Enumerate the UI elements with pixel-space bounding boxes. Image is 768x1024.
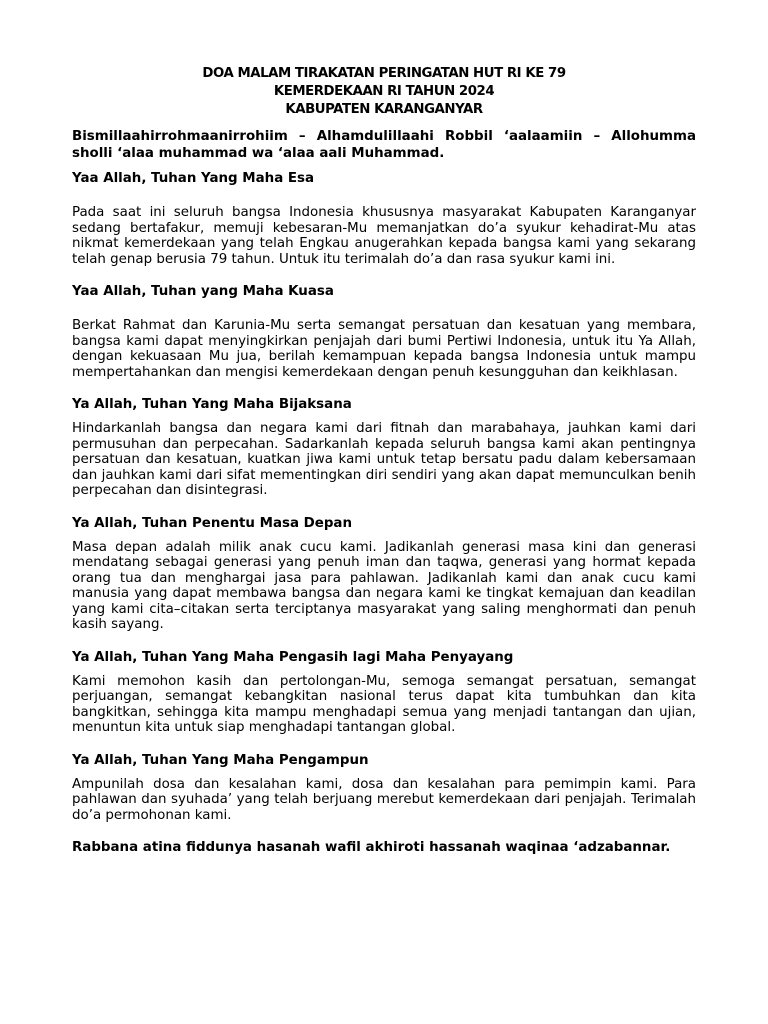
section-heading: Ya Allah, Tuhan Yang Maha Bijaksana (72, 397, 352, 412)
section-paragraph: Pada saat ini seluruh bangsa Indonesia khususnya masyarakat Kabupaten Karanganyar sedang bertafakur, memuji kebesaran-Mu memanjatkan do’a syukur kehadirat-Mu atas nikmat kemerdekaan yang telah Engkau anugerahkan kepada bangsa kami yang sekarang telah genap berusia 79 tahun. Untuk itu terimalah do’a dan rasa syukur kami ini. (72, 205, 696, 267)
title-line-1: DOA MALAM TIRAKATAN PERINGATAN HUT RI KE 79 (202, 66, 566, 81)
section-paragraph: Ampunilah dosa dan kesalahan kami, dosa dan kesalahan para pemimpin kami. Para pahlawan dan syuhada’ yang telah berjuang merebut kemerdekaan dari penjajah. Terimalah do’a permohonan kami. (72, 776, 696, 823)
document-body (72, 128, 696, 856)
section-paragraph: Kami memohon kasih dan pertolongan-Mu, semoga semangat persatuan, semangat perjuangan, semangat kebangkitan nasional terus dapat kita tumbuhkan dan kita bangkitkan, sehingga kita mampu menghadapi semua yang menjadi tantangan dan ujian, menuntun kita untuk siap menghadapi tantangan global. (72, 673, 696, 735)
title-line-3: KABUPATEN KARANGANYAR (285, 102, 483, 117)
closing-prayer: Rabbana atina fiddunya hasanah wafil akhiroti hassanah waqinaa ‘adzabannar. (72, 840, 671, 855)
section-heading: Ya Allah, Tuhan Yang Maha Pengampun (72, 752, 369, 768)
section-paragraph: Hindarkanlah bangsa dan negara kami dari fitnah dan marabahaya, jauhkan kami dari permusuhan dan perpecahan. Sadarkanlah kepada seluruh bangsa kami akan pentingnya persatuan dan kesatuan, kuatkan jiwa kami untuk tetap bersatu padu dalam kebersamaan dan jauhkan kami dari sifat mementingkan diri sendiri yang akan dapat memunculkan benih perpecahan dan disintegrasi. (72, 421, 696, 498)
opening-prayer: Bismillaahirrohmaanirrohiim – Alhamdulillaahi Robbil ‘aalaamiin – Allohumma sholli ‘alaa muhammad wa ‘alaa aali Muhammad. (72, 129, 696, 161)
section-heading: Ya Allah, Tuhan Penentu Masa Depan (72, 515, 353, 531)
section-heading: Yaa Allah, Tuhan Yang Maha Esa (72, 171, 315, 186)
section-heading: Ya Allah, Tuhan Yang Maha Pengasih lagi Maha Penyayang (72, 649, 514, 665)
document-title (0, 65, 768, 119)
section-paragraph: Masa depan adalah milik anak cucu kami. Jadikanlah generasi masa kini dan generasi mendatang sebagai generasi yang penuh iman dan taqwa, generasi yang hormat kepada orang tua dan menghargai jasa para pahlawan. Jadikanlah kami dan anak cucu kami manusia yang dapat membawa bangsa dan negara kami ke tingkat kemajuan dan keadilan yang kami cita–citakan serta terciptanya masyarakat yang saling menghormati dan penuh kasih sayang. (72, 539, 696, 632)
title-line-2: KEMERDEKAAN RI TAHUN 2024 (273, 84, 495, 99)
section-paragraph: Berkat Rahmat dan Karunia-Mu serta semangat persatuan dan kesatuan yang membara, bangsa kami dapat menyingkirkan penjajah dari bumi Pertiwi Indonesia, untuk itu Ya Allah, dengan kekuasaan Mu jua, berilah kemampuan kepada bangsa Indonesia untuk mampu mempertahankan dan mengisi kemerdekaan dengan penuh kesungguhan dan keikhlasan. (72, 318, 696, 380)
section-heading: Yaa Allah, Tuhan yang Maha Kuasa (72, 284, 334, 299)
